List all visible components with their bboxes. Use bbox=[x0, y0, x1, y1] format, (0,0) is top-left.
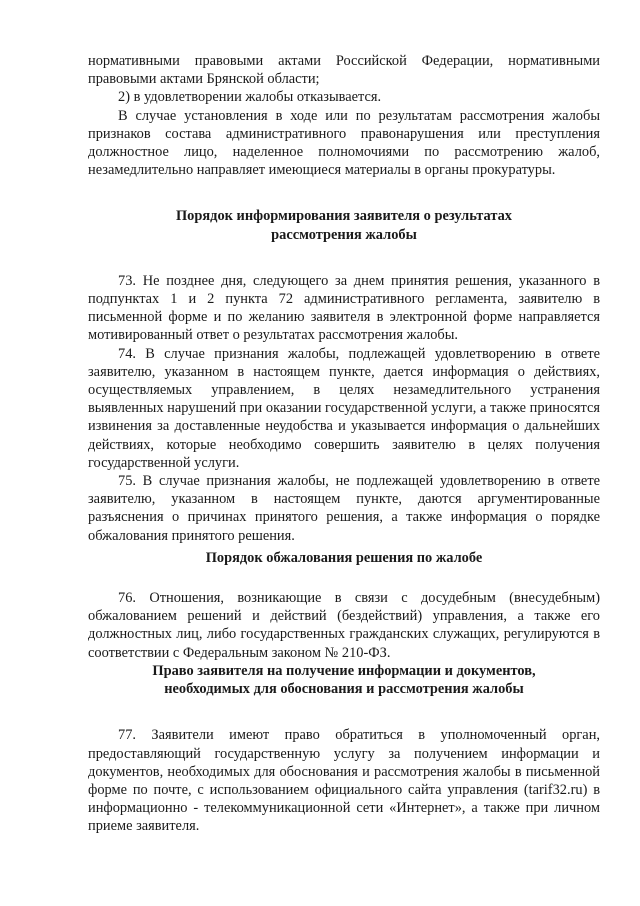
section-heading-rights bbox=[88, 662, 600, 698]
paragraph-prosecution: В случае установления в ходе или по результатам рассмотрения жалобы признаков состава административного правонарушения или преступления должностное лицо, наделенное полномочиями по рассмотрению жалоб, незамедлительно направляет имеющиеся материалы в органы прокуратуры. bbox=[88, 107, 600, 179]
section-heading-informing-line1: Порядок информирования заявителя о результатах bbox=[175, 208, 512, 225]
paragraph-item-2: 2) в удовлетворении жалобы отказывается. bbox=[118, 89, 382, 106]
paragraph-continuation: нормативными правовыми актами Российской Федерации, нормативными правовыми актами Брянской области; bbox=[88, 53, 600, 88]
section-heading-rights-line2: необходимых для обоснования и рассмотрения жалобы bbox=[164, 681, 524, 698]
paragraph-76: 76. Отношения, возникающие в связи с досудебным (внесудебным) обжалованием решений и действий (бездействий) управления, а также его должностных лиц, либо государственных гражданских служащих, регулируются в соответствии с Федеральным законом № 210-ФЗ. bbox=[88, 590, 600, 661]
document-page bbox=[88, 52, 600, 836]
section-heading-informing-line2: рассмотрения жалобы bbox=[271, 226, 417, 243]
paragraph-74: 74. В случае признания жалобы, подлежащей удовлетворению в ответе заявителю, указанном в настоящем пункте, дается информация о действиях, осуществляемых управлением, в целях незамедлительного устранения выявленных нарушений при оказании государственной услуги, а также приносятся извинения за доставленные неудобства и указывается информация о дальнейших действиях, которые необходимо совершить заявителю в целях получения государственной услуги. bbox=[88, 345, 600, 471]
paragraph-77: 77. Заявители имеют право обратиться в уполномоченный орган, предоставляющий государственную услугу за получением информации и документов, необходимых для обоснования и рассмотрения жалобы в письменной форме по почте, с использованием официального сайта управления (tarif32.ru) в информационно - телекоммуникационной сети «Интернет», а также при личном приеме заявителя. bbox=[88, 727, 600, 835]
section-heading-informing bbox=[88, 207, 600, 243]
paragraph-75: 75. В случае признания жалобы, не подлежащей удовлетворению в ответе заявителю, указанном в настоящем пункте, даются аргументированные разъяснения о причинах принятого решения, а также информация о порядке обжалования принятого решения. bbox=[88, 473, 600, 544]
section-heading-appeal: Порядок обжалования решения по жалобе bbox=[205, 549, 483, 566]
paragraph-73: 73. Не позднее дня, следующего за днем принятия решения, указанного в подпунктах 1 и 2 пункта 72 административного регламента, заявителю в письменной форме и по желанию заявителя в электронной форме направляется мотивированный ответ о результатах рассмотрения жалобы. bbox=[88, 272, 600, 344]
section-heading-rights-line1: Право заявителя на получение информации и документов, bbox=[152, 662, 536, 679]
